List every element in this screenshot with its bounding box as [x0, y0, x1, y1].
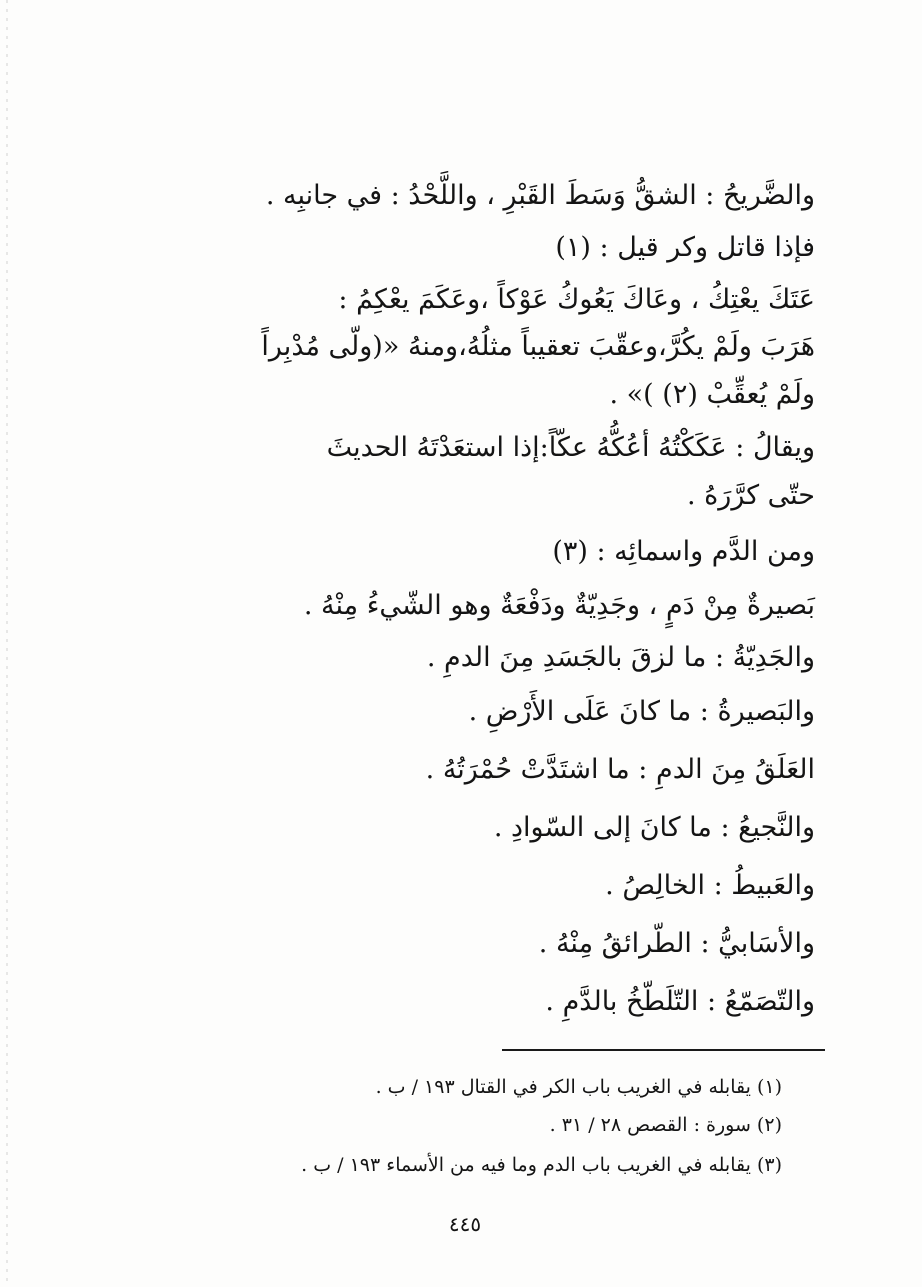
- text-line-15: والأسَابيُّ : الطّرائقُ مِنْهُ .: [538, 928, 815, 959]
- text-line-1: والضَّريحُ : الشقُّ وَسَطَ القَبْرِ ، واللَّحْدُ : في جانبِه .: [265, 180, 815, 211]
- text-line-9: بَصيرةٌ مِنْ دَمٍ ، وجَدِيّةٌ ودَفْعَةٌ وهو الشّيءُ مِنْهُ .: [303, 590, 815, 621]
- text-line-4: هَرَبَ ولَمْ يكُرَّ،وعقّبَ تعقيباً مثلُهُ،ومنهُ «(ولّى مُدْبِراً: [261, 331, 815, 362]
- text-line-12: العَلَقُ مِنَ الدمِ : ما اشتَدَّتْ حُمْرَتُهُ .: [425, 754, 815, 785]
- text-line-3: عَتَكَ يعْتِكُ ، وعَاكَ يَعُوكُ عَوْكاً ،وعَكَمَ يعْكِمُ :: [338, 284, 815, 315]
- scan-edge-mark: [6, 0, 8, 1287]
- text-line-10: والجَدِيّةُ : ما لزقَ بالجَسَدِ مِنَ الدمِ .: [426, 642, 815, 673]
- text-line-6: ويقالُ : عَكَكْتُهُ أعُكُّهُ عكّاً:إذا استعَدْتَهُ الحديثَ: [326, 432, 815, 463]
- text-line-5: ولَمْ يُعقِّبْ (٢) )» .: [609, 379, 815, 410]
- footnote-separator: [502, 1049, 825, 1051]
- text-line-8: ومن الدَّم واسمائِه : (٣): [552, 536, 815, 567]
- text-line-7: حتّى كرَّرَهُ .: [686, 480, 815, 511]
- text-line-2: فإذا قاتل وكر قيل : (١): [555, 232, 815, 263]
- page-number: ٤٤٥: [448, 1212, 482, 1236]
- text-line-14: والعَبيطُ : الخالِصُ .: [605, 870, 815, 901]
- footnote-3: (٣) يقابله في الغريب باب الدم وما فيه من الأسماء ١٩٣ / ب .: [301, 1154, 782, 1176]
- text-line-11: والبَصيرةُ : ما كانَ عَلَى الأَرْضِ .: [468, 696, 815, 727]
- text-line-16: والتّصَمّعُ : التّلَطّخُ بالدَّمِ .: [545, 986, 815, 1017]
- text-line-13: والنَّجيعُ : ما كانَ إلى السّوادِ .: [493, 812, 815, 843]
- footnote-1: (١) يقابله في الغريب باب الكر في القتال ١٩٣ / ب .: [375, 1076, 782, 1098]
- footnote-2: (٢) سورة : القصص ٢٨ / ٣١ .: [549, 1114, 782, 1136]
